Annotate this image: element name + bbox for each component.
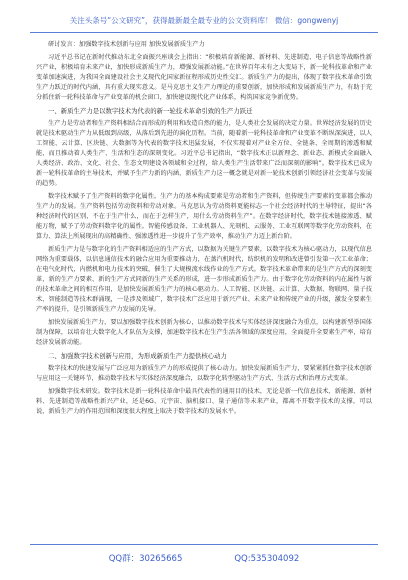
footer-qq-group: QQ群：30265665 (108, 554, 183, 564)
paragraph: 数字技术赋予了生产资料的数字化属性。生产力的基本构成要素是劳动者和生产资料，但传统生产要素的变革都会推动生产力的发展。生产资料包括劳动资料和劳动对象。马克思认为劳动资料更能标志一个社会经济时代的主导特征，提出“各种经济时代的区别，不在于生产什么，而在于怎样生产，用什么劳动资料生产”。在数字经济时代，数字技术链接渗透、赋能万物，赋予了劳动资料数字化的属性。智能传感设备、工业机器人、光刻机、云服务、工业互联网等数字化劳动资料，在算力、算法上所展现出的高精确性、强渗透性进一步提升了生产效率，推动生产力迈上新台阶。 (36, 193, 372, 240)
paragraph: 加快发展新质生产力，要以加强数字技术创新为核心，以推动数字技术与实体经济深度融合为重点，以构建新型举国体制为保障，以培育壮大数字化人才队伍为支撑，加速数字技术在生产生活各领域的深度应用，全面提升全要素生产率，培育经济发展新动能。 (36, 319, 372, 346)
document-title-line: 研讨发言：加强数字技术创新与应用 加快发展新质生产力 (48, 41, 205, 48)
section-heading: 二、加强数字技术创新与应用，为形成新质生产力提供核心动力 (48, 352, 227, 360)
section-heading: 一、新质生产力是以数字技术为代表的新一轮技术革命引致的生产力跃迁 (48, 107, 253, 115)
paragraph: 加强数字技术研发。数字技术是新一轮科技革命中最具代表性的通用目的技术，无论是新一代信息技术、新能源、新材料、先进制造等战略性新兴产业，还是6G、元宇宙、脑机接口、量子通信等未来产业，都离不开数字技术的支撑，可以说，新质生产力的作用范围和深度很大程度上取决于数字技术的发展水平。 (36, 388, 372, 415)
paragraph: 数字技术的快速发展与广泛应用为新质生产力的形成提供了核心动力。加快发展新质生产力，要紧紧抓住数字技术创新与应用这一关键环节，推动数字技术与实体经济深度融合，以数字化转型驱动生产方式、生活方式和治理方式变革。 (36, 365, 372, 382)
footer-rule (30, 544, 378, 545)
footer-qq: QQ:535304092 (234, 554, 300, 564)
paragraph: 习近平总书记在新时代推动东北全面振兴座谈会上指出：“积极培育新能源、新材料、先进制造、电子信息等战略性新兴产业，积极培育未来产业，加快形成新质生产力，增强发展新动能。”在世界百年未有之大变局下，新一轮科技革命和产业变革加速演进，为我国全面建设社会主义现代化国家新征程形成历史性交汇。新质生产力的提出，体现了数字技术革命引致生产力跃迁的时代内涵，具有重大现实意义。是马克思主义生产力理论的重要创新，加快形成和发展新质生产力，有助于充分抓住新一轮科技革命与产业变革的机会窗口，加快建设现代化产业体系，构筑国家竞争新优势。 (36, 54, 372, 101)
paragraph: 生产力是劳动者和生产资料相结合而形成的利用和改造自然的能力，是人类社会发展的决定力量。世界经济发展的历史就是技术驱动生产力从低级到高级，从落后到先进的演化历程。当前，随着新一轮科技革命和产业变革不断纵深演进，以人工智能、云计算、区块链、大数据等为代表的数字技术迅猛发展，不仅实现着对产业全方位、全链条、全周期的渗透和赋能，而且推动着人类生产、生活和生态的深刻变化。习近平总书记指出，“数字技术正以新理念、新业态、新模式全面融入人类经济、政治、文化、社会、生态文明建设各领域和全过程，给人类生产生活带来广泛而深刻的影响”。数字技术已成为新一轮科技革命的主导技术，并赋予生产力新的内涵，新质生产力这一概念就是对新一轮技术创新引领经济社会变革与发展的趋势。 (36, 120, 372, 187)
page-header-banner: 关注头条号“公文研究”，获得最新最全最专业的公文资料库！ 微信：gongwenyj (69, 16, 339, 25)
header-rule (30, 32, 378, 33)
paragraph: 新质生产力是与数字化的生产资料相适应的生产方式，以数据为关键生产要素，以数字技术为核心驱动力，以现代信息网络为重要载体，以信息通信技术的融合应用为重要推动力，在蒸汽机时代，纺织机的发明和改进曾引发第一次工业革命；在电气化时代，内燃机和电力技术的突破，催生了大规模流水线作业的生产方式。数字技术革命带来的是生产方式的深刻变革，新的生产力要素、新的生产方式同新的生产关系的形成，进一步形成新质生产力。由于数字化劳动资料的内在属性与新的技术革命之间的相互作用，是加快发展新质生产力的核心驱动力。人工智能、区块链、云计算、大数据、物联网、量子技术、智能制造等技术群涌现，一是涉及领域广，数字技术广泛应用于新兴产业、未来产业和传统产业的升级，激发全要素生产率的提升，是引领新质生产力发展的先导。 (36, 246, 372, 313)
page-footer (0, 552, 408, 566)
document-body (36, 40, 372, 538)
